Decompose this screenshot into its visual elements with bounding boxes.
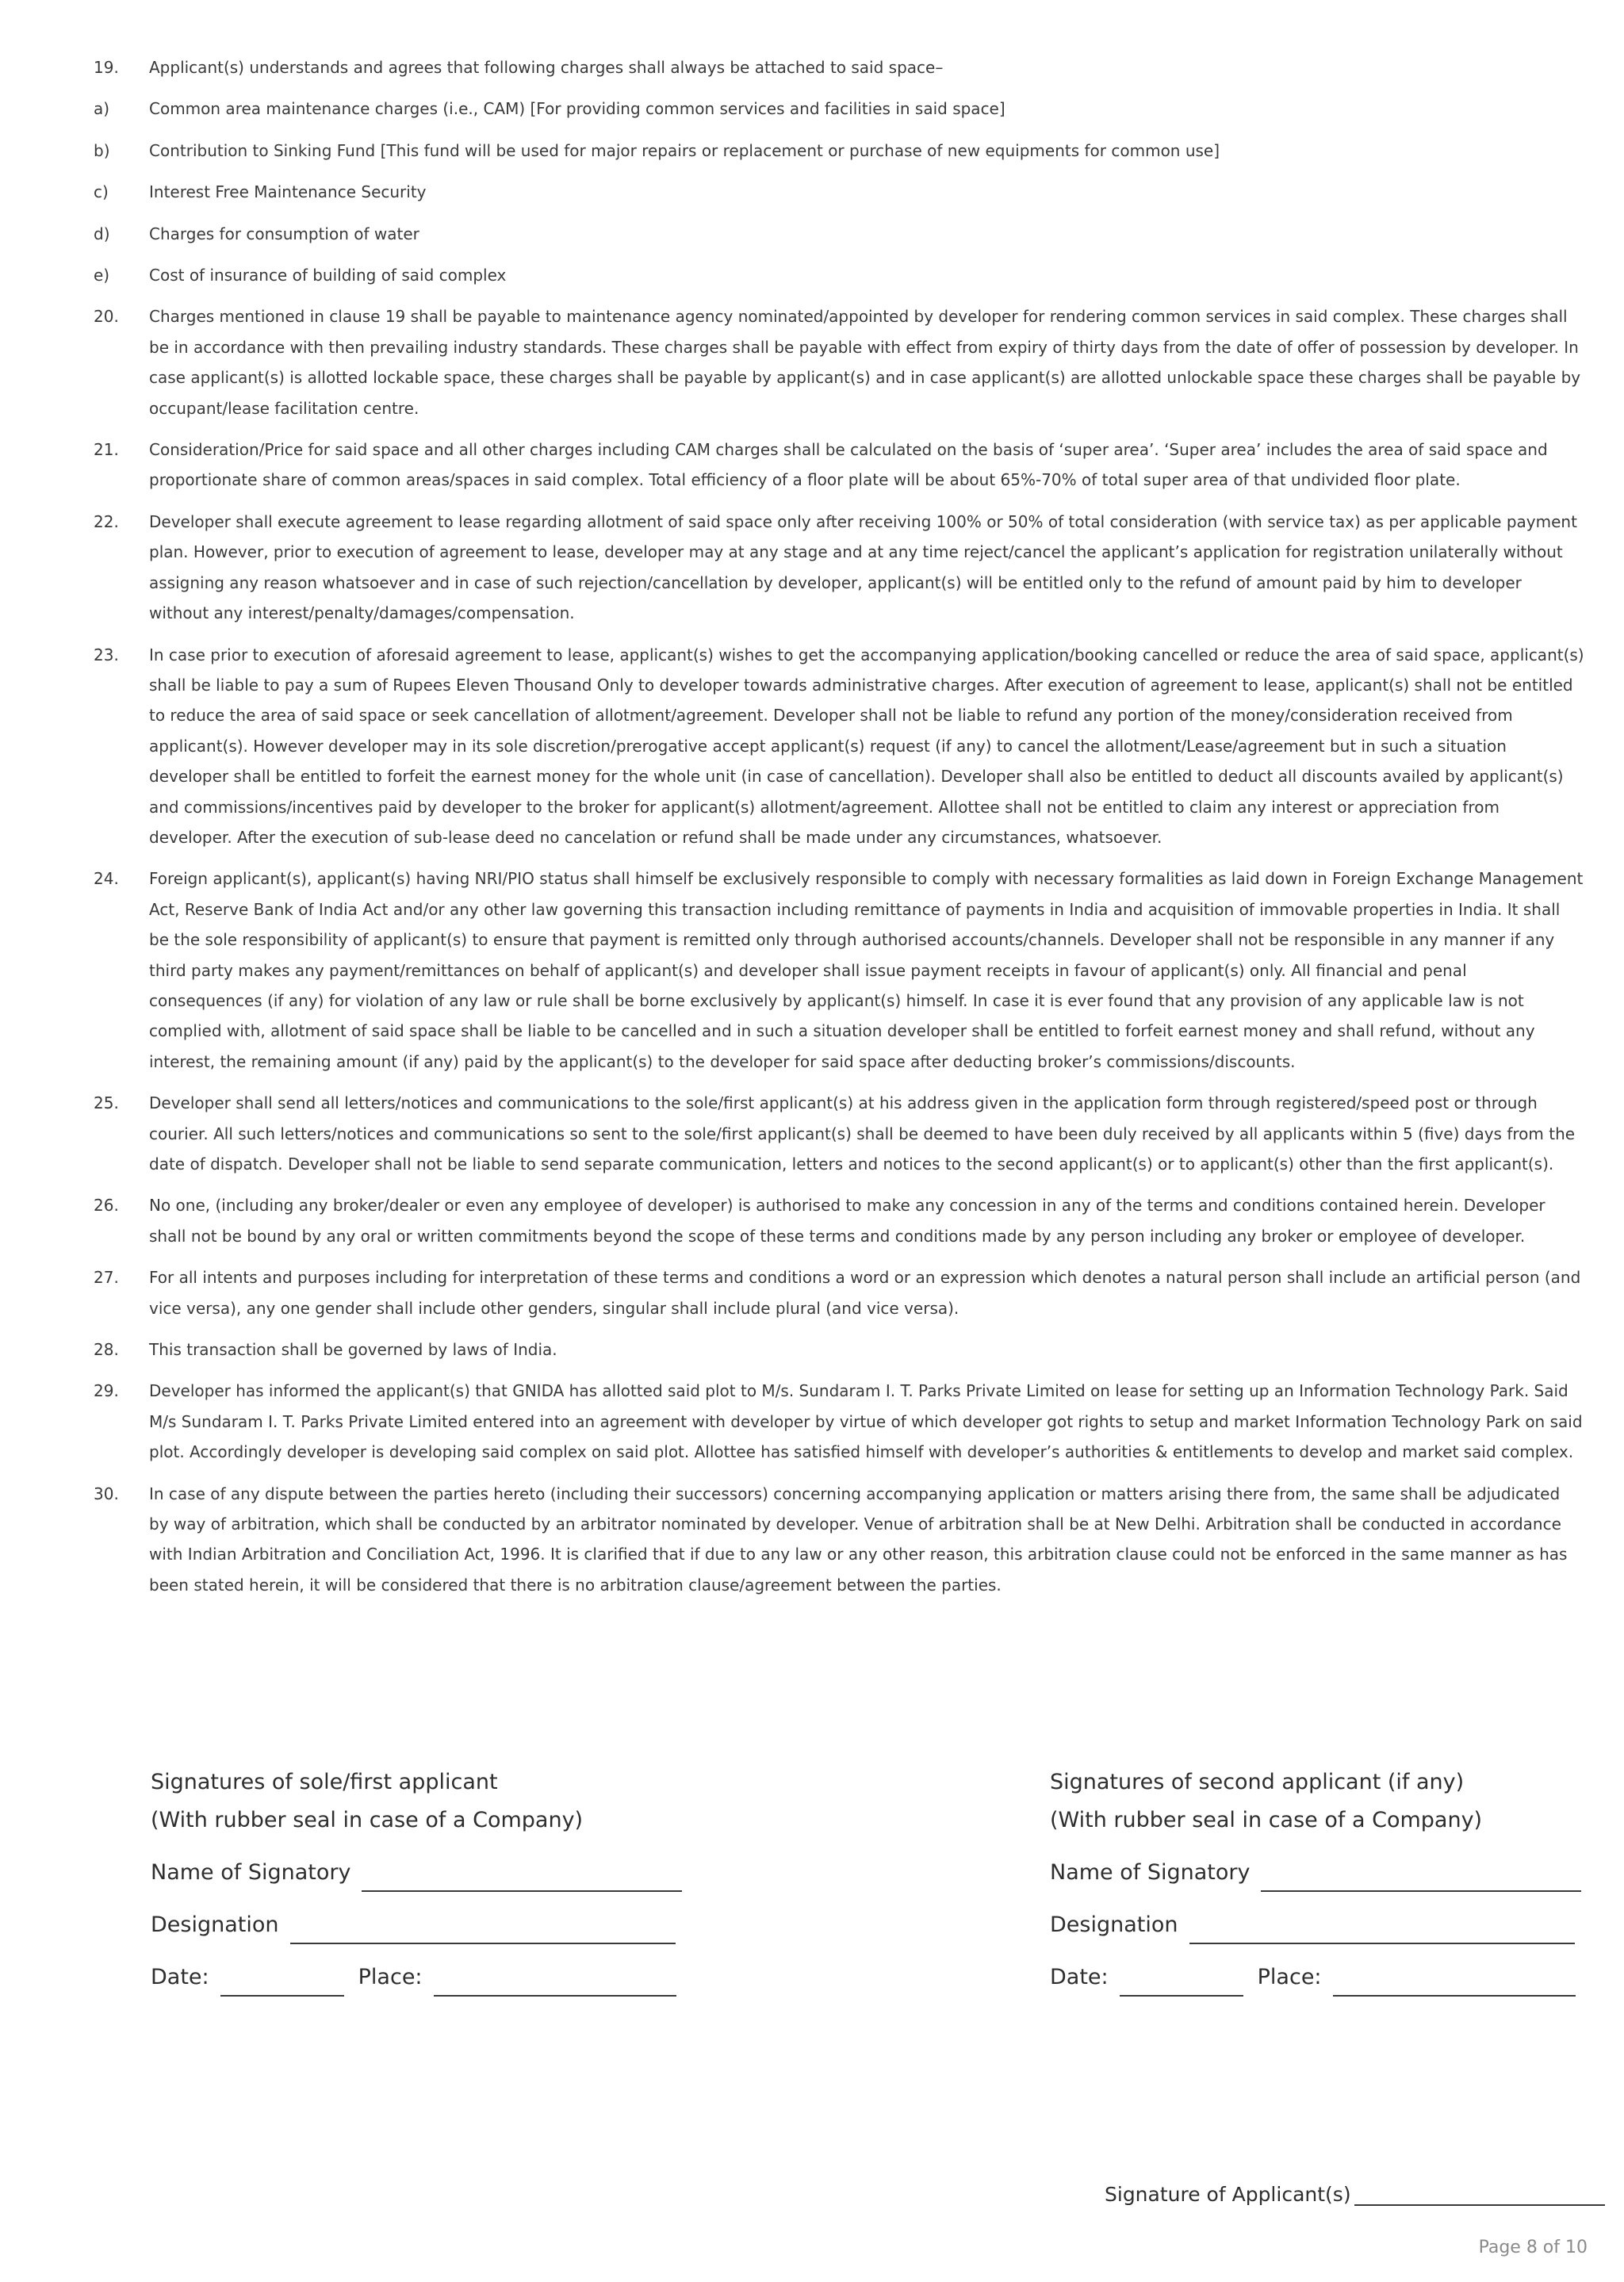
clause-text: Developer shall send all letters/notices and communications to the sole/first applicant(s) at his address given in the application form through registered/speed post or through courier. All such letters/notices and communications so sent to the sole/first applicant(s) shall be deemed to have been duly received by all applicants within 5 (five) days from the date of dispatch. Developer shall not be liable to send separate communication, letters and notices to the second applicant(s) or to applicant(s) other than the first applicant(s). [149,1093,1576,1174]
clause-text: Consideration/Price for said space and all other charges including CAM charges shall be calculated on the basis of ‘super area’. ‘Super area’ includes the area of said space and proportionate share of common areas/spaces in said complex. Total efficiency of a floor plate will be about 65%-70% of total super area of that undivided floor plate. [149,440,1548,490]
clause-19c [94,177,1584,207]
clause-number: 22. [94,511,119,531]
clause-19 [94,52,1584,82]
clause-text: Developer shall execute agreement to lease regarding allotment of said space only after receiving 100% or 50% of total consideration (with service tax) as per applicable payment plan. However, prior to execution of agreement to lease, developer may at any stage and at any time reject/cancel the applicant’s application for registration unilaterally without assigning any reason whatsoever and in case of such rejection/cancellation by developer, applicant(s) will be entitled only to the refund of amount paid by him to developer without any interest/penalty/damages/compensation. [149,511,1577,623]
clause-23 [94,640,1584,853]
name-of-signatory-label: Name of Signatory [151,1860,351,1885]
clause-number: 20. [94,307,119,327]
clause-21 [94,435,1584,496]
clause-text: Foreign applicant(s), applicant(s) having NRI/PIO status shall himself be exclusively responsible to comply with necessary formalities as laid down in Foreign Exchange Management Act, Reserve Bank of India Act and/or any other law governing this transaction including remittance of payments in India and acquisition of immovable properties in India. It shall be the sole responsibility of applicant(s) to ensure that payment is remitted only through authorised accounts/channels. Developer shall not be responsible in any manner if any third party makes any payment/remittances on behalf of applicant(s) and developer shall issue payment receipts in favour of applicant(s) only. All financial and penal consequences (if any) for violation of any law or rule shall be borne exclusively by applicant(s) himself. In case it is ever found that any provision of any applicable law is not complied with, allotment of said space shall be liable to be cancelled and in such a situation developer shall be entitled to forfeit earnest money and shall refund, without any interest, the remaining amount (if any) paid by the applicant(s) to the developer for said space after deducting broker’s commissions/discounts. [149,869,1584,1071]
designation-row [151,1906,722,1944]
clause-text: Interest Free Maintenance Security [149,182,427,202]
name-of-signatory-field[interactable] [1261,1867,1581,1892]
name-of-signatory-label: Name of Signatory [1050,1860,1251,1885]
date-field[interactable] [1120,1971,1243,1997]
clause-text: This transaction shall be governed by laws of India. [149,1340,557,1360]
clause-number: d) [94,224,110,243]
date-place-row [151,1958,722,1997]
clause-text: Common area maintenance charges (i.e., CAM) [For providing common services and facilities in said space] [149,99,1005,119]
clause-28 [94,1334,1584,1365]
clause-text: Developer has informed the applicant(s) that GNIDA has allotted said plot to M/s. Sundaram I. T. Parks Private Limited on lease for setting up an Information Technology Park. Said M/s Sundaram I. T. Parks Private Limited entered into an agreement with developer by virtue of which developer got rights to setup and market Information Technology Park on said plot. Accordingly developer is developing said complex on said plot. Allottee has satisfied himself with developer’s authorities & entitlements to develop and market said complex. [149,1381,1583,1462]
date-label: Date: [1050,1965,1109,1989]
clause-19b [94,136,1584,166]
clause-29 [94,1376,1584,1467]
name-of-signatory-field[interactable] [362,1867,682,1892]
date-place-row [1050,1958,1621,1997]
designation-label: Designation [1050,1913,1178,1937]
clause-number: 27. [94,1268,119,1288]
clause-19e [94,260,1584,290]
first-applicant-signature-block [151,1763,722,1997]
clause-27 [94,1262,1584,1323]
clause-number: 30. [94,1484,119,1503]
clause-number: 23. [94,645,119,664]
clause-24 [94,863,1584,1077]
clause-text: Applicant(s) understands and agrees that following charges shall always be attached to said space– [149,58,944,77]
clause-number: 24. [94,869,119,889]
clause-text: Charges mentioned in clause 19 shall be payable to maintenance agency nominated/appointed by developer for rendering common services in said complex. These charges shall be in accordance with then prevailing industry standards. These charges shall be payable with effect from expiry of thirty days from the date of offer of possession by developer. In case applicant(s) is allotted lockable space, these charges shall be payable by applicant(s) and in case applicant(s) are allotted unlockable space these charges shall be payable by occupant/lease facilitation centre. [149,307,1581,418]
name-of-signatory-row [151,1854,722,1892]
clause-number: 21. [94,440,119,460]
clause-19a [94,94,1584,124]
place-label: Place: [1257,1965,1322,1989]
signature-subtitle: (With rubber seal in case of a Company) [151,1808,584,1832]
designation-label: Designation [151,1913,279,1937]
clause-number: b) [94,140,110,160]
clause-20 [94,301,1584,423]
clause-number: 28. [94,1340,119,1360]
date-field[interactable] [220,1971,344,1997]
clause-number: 25. [94,1093,119,1113]
designation-row [1050,1906,1621,1944]
signature-title: Signatures of sole/first applicant [151,1770,498,1794]
clause-text: In case of any dispute between the parties hereto (including their successors) concerning accompanying application or matters arising there from, the same shall be adjudicated by way of arbitration, which shall be conducted by an arbitrator nominated by developer. Venue of arbitration shall be at New Delhi. Arbitration shall be conducted in accordance with Indian Arbitration and Conciliation Act, 1996. It is clarified that if due to any law or any other reason, this arbitration clause could not be enforced in the same manner as has been stated herein, it will be considered that there is no arbitration clause/agreement between the parties. [149,1484,1568,1595]
applicant-signature-label: Signature of Applicant(s) [1105,2183,1351,2206]
name-of-signatory-row [1050,1854,1621,1892]
clause-22 [94,507,1584,629]
signature-subtitle: (With rubber seal in case of a Company) [1050,1808,1483,1832]
clause-number: c) [94,182,109,202]
clause-30 [94,1479,1584,1601]
terms-clauses [94,52,1584,1611]
designation-field[interactable] [290,1919,676,1944]
clause-text: In case prior to execution of aforesaid agreement to lease, applicant(s) wishes to get the accompanying application/booking cancelled or reduce the area of said space, applicant(s) shall be liable to pay a sum of Rupees Eleven Thousand Only to developer towards administrative charges. After execution of agreement to lease, applicant(s) shall not be entitled to reduce the area of said space or seek cancellation of allotment/agreement. Developer shall not be liable to refund any portion of the money/consideration received from applicant(s). However developer may in its sole discretion/prerogative accept applicant(s) request (if any) to cancel the allotment/Lease/agreement but in such a situation developer shall be entitled to forfeit the earnest money for the whole unit (in case of cancellation). Developer shall also be entitled to deduct all discounts availed by applicant(s) and commissions/incentives paid by developer to the broker for applicant(s) allotment/agreement. Allottee shall not be entitled to claim any interest or appreciation from developer. After the execution of sub-lease deed no cancelation or refund shall be made under any circumstances, whatsoever. [149,645,1584,847]
designation-field[interactable] [1189,1919,1575,1944]
clause-number: a) [94,99,110,119]
applicant-signature-line [1105,2181,1605,2206]
clause-number: 19. [94,58,119,77]
clause-text: No one, (including any broker/dealer or even any employee of developer) is authorised to make any concession in any of the terms and conditions contained herein. Developer shall not be bound by any oral or written commitments beyond the scope of these terms and conditions made by any person including any broker or employee of developer. [149,1196,1545,1246]
second-applicant-signature-block [1050,1763,1621,1997]
place-field[interactable] [434,1971,676,1997]
applicant-signature-field[interactable] [1354,2181,1605,2206]
clause-text: Cost of insurance of building of said complex [149,266,507,285]
clause-number: e) [94,266,110,285]
place-field[interactable] [1333,1971,1576,1997]
clause-text: Charges for consumption of water [149,224,419,243]
clause-number: 29. [94,1381,119,1401]
clause-19d [94,219,1584,249]
clause-25 [94,1088,1584,1179]
clause-text: For all intents and purposes including for interpretation of these terms and conditions a word or an expression which denotes a natural person shall include an artificial person (and vice versa), any one gender shall include other genders, singular shall include plural (and vice versa). [149,1268,1581,1318]
clause-26 [94,1190,1584,1251]
clause-text: Contribution to Sinking Fund [This fund will be used for major repairs or replacement or purchase of new equipments for common use] [149,140,1220,160]
date-label: Date: [151,1965,209,1989]
page-number: Page 8 of 10 [1478,2238,1588,2257]
clause-number: 26. [94,1196,119,1216]
signature-title: Signatures of second applicant (if any) [1050,1770,1465,1794]
place-label: Place: [358,1965,423,1989]
